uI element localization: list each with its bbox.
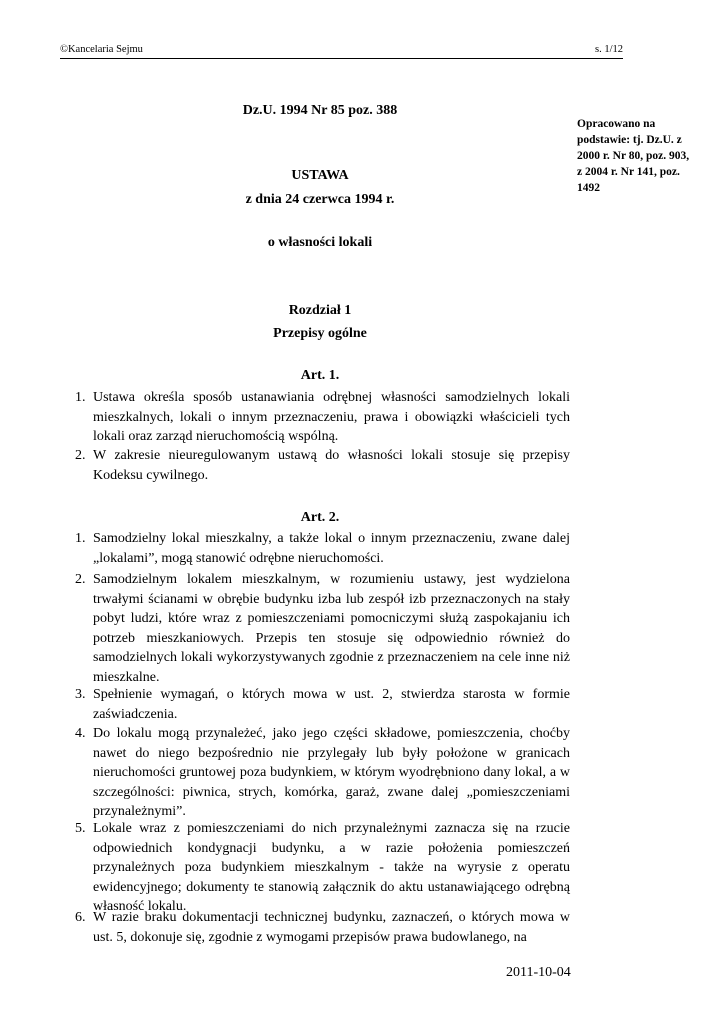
paragraph-number: 4. xyxy=(75,726,86,741)
art2-paragraph-5 xyxy=(75,819,570,917)
act-subject: o własności lokali xyxy=(267,235,373,250)
paragraph-text: Samodzielny lokal mieszkalny, a także lokal o innym przeznaczeniu, zwane dalej „lokalami”, mogą stanowić odrębne nieruchomości. xyxy=(93,531,570,566)
art1-paragraph-1 xyxy=(75,388,570,447)
paragraph-number: 1. xyxy=(75,531,86,546)
page-header xyxy=(60,44,623,59)
paragraph-text: Do lokalu mogą przynależeć, jako jego części składowe, pomieszczenia, choćby nawet do niego bezpośrednio nie przylegały lub były położone w granicach nieruchomości gruntowej poza budynkiem, w którym wyodrębniono dany lokal, a w szczególności: piwnica, strych, komórka, garaż, zwane dalej „pomieszczeniami przynależnymi”. xyxy=(93,726,570,819)
side-note: Opracowano na podstawie: tj. Dz.U. z 2000 r. Nr 80, poz. 903, z 2004 r. Nr 141, poz. 1492 xyxy=(577,118,690,194)
footer-date: 2011-10-04 xyxy=(506,965,571,980)
page-number: s. 1/12 xyxy=(594,44,623,55)
paragraph-number: 1. xyxy=(75,390,86,405)
art2-paragraph-2 xyxy=(75,570,570,687)
publisher-label: ©Kancelaria Sejmu xyxy=(60,44,143,55)
article-1-heading: Art. 1. xyxy=(300,368,340,383)
art1-paragraph-2 xyxy=(75,446,570,485)
paragraph-text: Lokale wraz z pomieszczeniami do nich przynależnymi zaznacza się na rzucie odpowiednich kondygnacji budynku, a w razie położenia pomieszczeń przynależnych poza budynkiem mieszkalnym - także na wyrysie z operatu ewidencyjnego; dokumenty te stanowią załącznik do aktu ustanawiającego odrębną własność lokalu. xyxy=(93,821,570,914)
chapter-title: Przepisy ogólne xyxy=(273,326,367,341)
art2-paragraph-1 xyxy=(75,529,570,568)
paragraph-number: 3. xyxy=(75,687,86,702)
paragraph-text: W zakresie nieuregulowanym ustawą do własności lokali stosuje się przepisy Kodeksu cywilnego. xyxy=(93,448,570,483)
article-2-heading: Art. 2. xyxy=(300,510,340,525)
paragraph-number: 5. xyxy=(75,821,86,836)
act-date: z dnia 24 czerwca 1994 r. xyxy=(245,192,395,207)
art2-paragraph-6 xyxy=(75,908,570,947)
act-type: USTAWA xyxy=(291,168,349,183)
paragraph-number: 6. xyxy=(75,910,86,925)
art2-paragraph-3 xyxy=(75,685,570,724)
paragraph-text: W razie braku dokumentacji technicznej budynku, zaznaczeń, o których mowa w ust. 5, dokonuje się, zgodnie z wymogami przepisów prawa budowlanego, na xyxy=(93,910,570,945)
paragraph-number: 2. xyxy=(75,448,86,463)
document-reference: Dz.U. 1994 Nr 85 poz. 388 xyxy=(242,103,398,118)
chapter-number: Rozdział 1 xyxy=(288,303,352,318)
paragraph-text: Ustawa określa sposób ustanawiania odrębnej własności samodzielnych lokali mieszkalnych, lokali o innym przeznaczeniu, prawa i obowiązki właścicieli tych lokali oraz zarząd nieruchomością wspólną. xyxy=(93,390,570,444)
paragraph-text: Spełnienie wymagań, o których mowa w ust. 2, stwierdza starosta w formie zaświadczenia. xyxy=(93,687,570,722)
paragraph-text: Samodzielnym lokalem mieszkalnym, w rozumieniu ustawy, jest wydzielona trwałymi ścianami w obrębie budynku izba lub zespół izb przeznaczonych na stały pobyt ludzi, które wraz z pomieszczeniami pomocniczymi służą zaspokajaniu ich potrzeb mieszkaniowych. Przepis ten stosuje się odpowiednio również do samodzielnych lokali wykorzystywanych zgodnie z przeznaczeniem na cele inne niż mieszkalne. xyxy=(93,572,570,685)
paragraph-number: 2. xyxy=(75,572,86,587)
art2-paragraph-4 xyxy=(75,724,570,822)
